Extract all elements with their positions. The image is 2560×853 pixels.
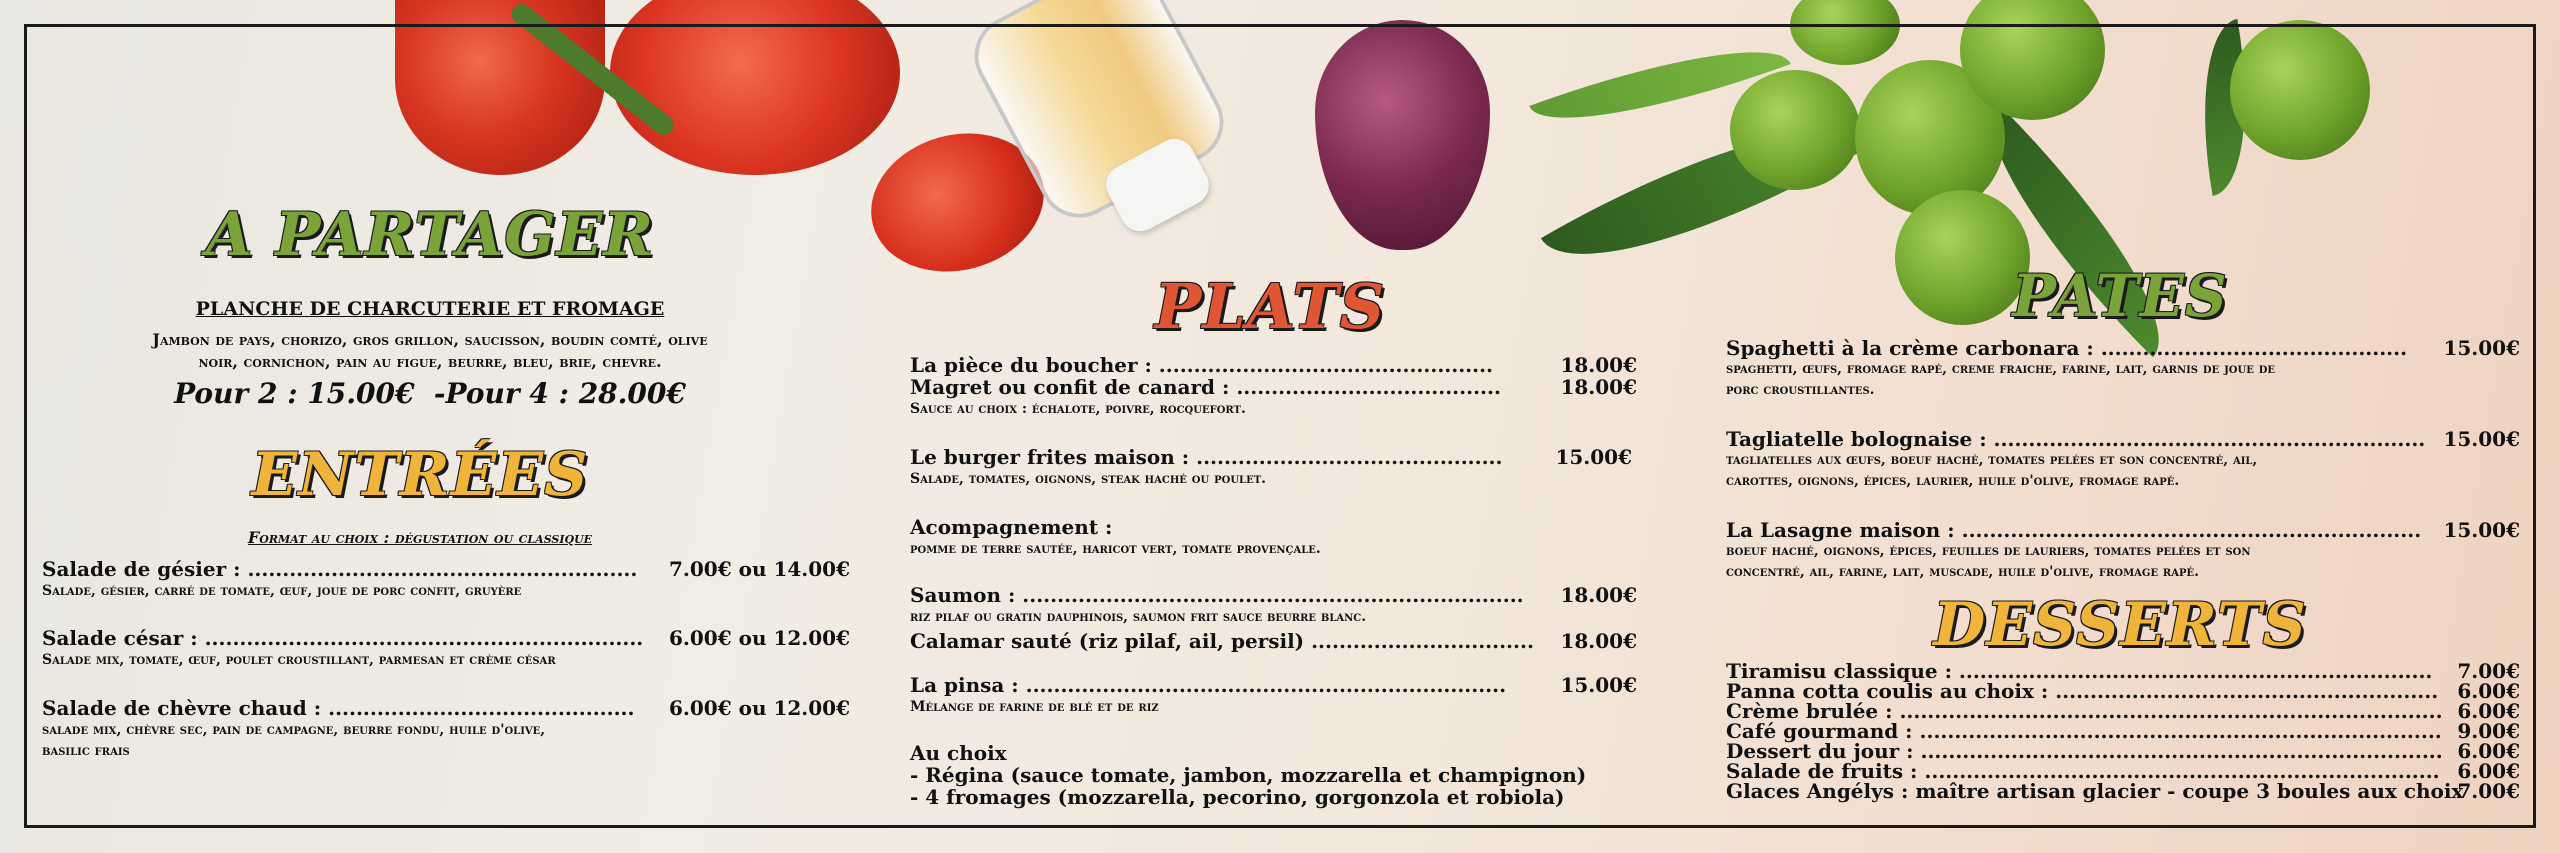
entree-item-name: Salade de gésier : ........................................................ [42, 557, 638, 581]
dessert-item-price: 7.00€ [2457, 659, 2520, 683]
entrees-title: ENTRÉES [251, 440, 589, 510]
dessert-item-price: 6.00€ [2457, 679, 2520, 703]
pates-item-price: 15.00€ [2443, 518, 2520, 542]
dessert-item-name: Glaces Angélys : maître artisan glacier - coupe 3 boules aux choix [1726, 779, 2464, 803]
plats-title: PLATS [1154, 270, 1386, 343]
plat-item-price: 18.00€ [1560, 353, 1637, 377]
entrees-format-note: Format au choix : dégustation ou classique [247, 528, 593, 547]
pates-item-desc: tagliatelles aux œufs, boeuf haché, tomates pelées et son concentré, ail, [1726, 452, 2258, 468]
dessert-item-name: Salade de fruits : .......................................................................... [1726, 759, 2440, 783]
plats-au-choix: Au choix [910, 741, 1007, 765]
entree-item-price: 6.00€ ou 12.00€ [669, 696, 850, 720]
pates-title: PATES [2012, 262, 2228, 330]
plat-item-price: 15.00€ [1560, 673, 1637, 697]
dessert-item-price: 7.00€ [2457, 779, 2520, 803]
pates-item-desc: boeuf haché, oignons, épices, feuilles de lauriers, tomates pelées et son [1726, 543, 2251, 559]
plat-item-name: La pinsa : ..................................................................... [910, 673, 1507, 697]
plat-item-desc: riz pilaf ou gratin dauphinois, saumon frit sauce beurre blanc. [910, 609, 1367, 625]
partager-title: A PARTAGER [205, 200, 655, 270]
plat-item-name: Le burger frites maison : ............................................ [910, 445, 1503, 469]
pates-item-price: 15.00€ [2443, 427, 2520, 451]
plat-item-desc: Salade, tomates, oignons, steak haché ou poulet. [910, 471, 1267, 487]
plat-item-name: La pièce du boucher : ................................................ [910, 353, 1494, 377]
pates-item-desc: concentré, ail, farine, lait, muscade, huile d'olive, fromage rapé. [1726, 564, 2200, 580]
entree-item-desc: salade mix, chèvre sec, pain de campagne, beurre fondu, huile d'olive, [42, 722, 546, 738]
plat-item-name: Magret ou confit de canard : ...................................... [910, 375, 1501, 399]
partager-item-name: PLANCHE DE CHARCUTERIE ET FROMAGE [195, 298, 665, 320]
entree-item-price: 7.00€ ou 14.00€ [669, 557, 850, 581]
entree-item-desc: basilic frais [42, 743, 130, 759]
dessert-item-price: 9.00€ [2457, 719, 2520, 743]
plat-item-name: Saumon : ........................................................................ [910, 583, 1524, 607]
dessert-item-name: Dessert du jour : ........................................................................... [1726, 739, 2443, 763]
plat-item-name: Acompagnement : [910, 515, 1113, 539]
entree-item-price: 6.00€ ou 12.00€ [669, 626, 850, 650]
plat-item-price: 15.00€ [1555, 445, 1632, 469]
dessert-item-price: 6.00€ [2457, 739, 2520, 763]
plat-item-desc: Mélange de farine de blé et de riz [910, 699, 1159, 715]
plat-item-price: 18.00€ [1560, 375, 1637, 399]
dessert-item-name: Panna cotta coulis au choix : ....................................................... [1726, 679, 2439, 703]
plat-item-desc: Sauce au choix : échalote, poivre, rocquefort. [910, 401, 1246, 417]
entree-item-name: Salade césar : ............................................................... [42, 626, 644, 650]
pates-item-price: 15.00€ [2443, 336, 2520, 360]
dessert-item-price: 6.00€ [2457, 699, 2520, 723]
partager-desc-line2: noir, cornichon, pain au figue, beurre, bleu, brie, chevre. [198, 352, 662, 371]
dessert-item-name: Café gourmand : ........................................................................... [1726, 719, 2442, 743]
entree-item-name: Salade de chèvre chaud : ............................................ [42, 696, 635, 720]
partager-prices: Pour 2 : 15.00€ -Pour 4 : 28.00€ [174, 377, 686, 410]
plats-regina: - Régina (sauce tomate, jambon, mozzarella et champignon) [910, 763, 1587, 787]
entree-item-desc: Salade, gésier, carré de tomate, œuf, joue de porc confit, gruyère [42, 583, 522, 599]
pates-item-desc: porc croustillantes. [1726, 382, 1875, 398]
dessert-item-name: Tiramisu classique : .................................................................... [1726, 659, 2433, 683]
partager-desc-line1: Jambon de pays, chorizo, gros grillon, saucisson, boudin comté, olive [152, 330, 708, 349]
desserts-title: DESSERTS [1933, 590, 2307, 660]
pates-item-name: Tagliatelle bolognaise : .............................................................. [1726, 427, 2426, 451]
entree-item-desc: Salade mix, tomate, œuf, poulet croustillant, parmesan et crème césar [42, 652, 556, 668]
dessert-item-price: 6.00€ [2457, 759, 2520, 783]
pates-item-name: Spaghetti à la crème carbonara : ............................................ [1726, 336, 2408, 360]
pates-item-desc: carottes, oignons, épices, laurier, huile d'olive, fromage rapé. [1726, 473, 2180, 489]
plat-item-price: 18.00€ [1560, 583, 1637, 607]
plat-item-name: Calamar sauté (riz pilaf, ail, persil) ................................ [910, 629, 1534, 653]
pates-item-name: La Lasagne maison : .................................................................. [1726, 518, 2422, 542]
plats-quatre-fromages: - 4 fromages (mozzarella, pecorino, gorgonzola et robiola) [910, 785, 1565, 809]
plat-item-desc: pomme de terre sautée, haricot vert, tomate provençale. [910, 541, 1321, 557]
pates-item-desc: spaghetti, œufs, fromage rapé, creme fraiche, farine, lait, garnis de joue de [1726, 361, 2276, 377]
plat-item-price: 18.00€ [1560, 629, 1637, 653]
dessert-item-name: Crème brulée : .............................................................................. [1726, 699, 2443, 723]
